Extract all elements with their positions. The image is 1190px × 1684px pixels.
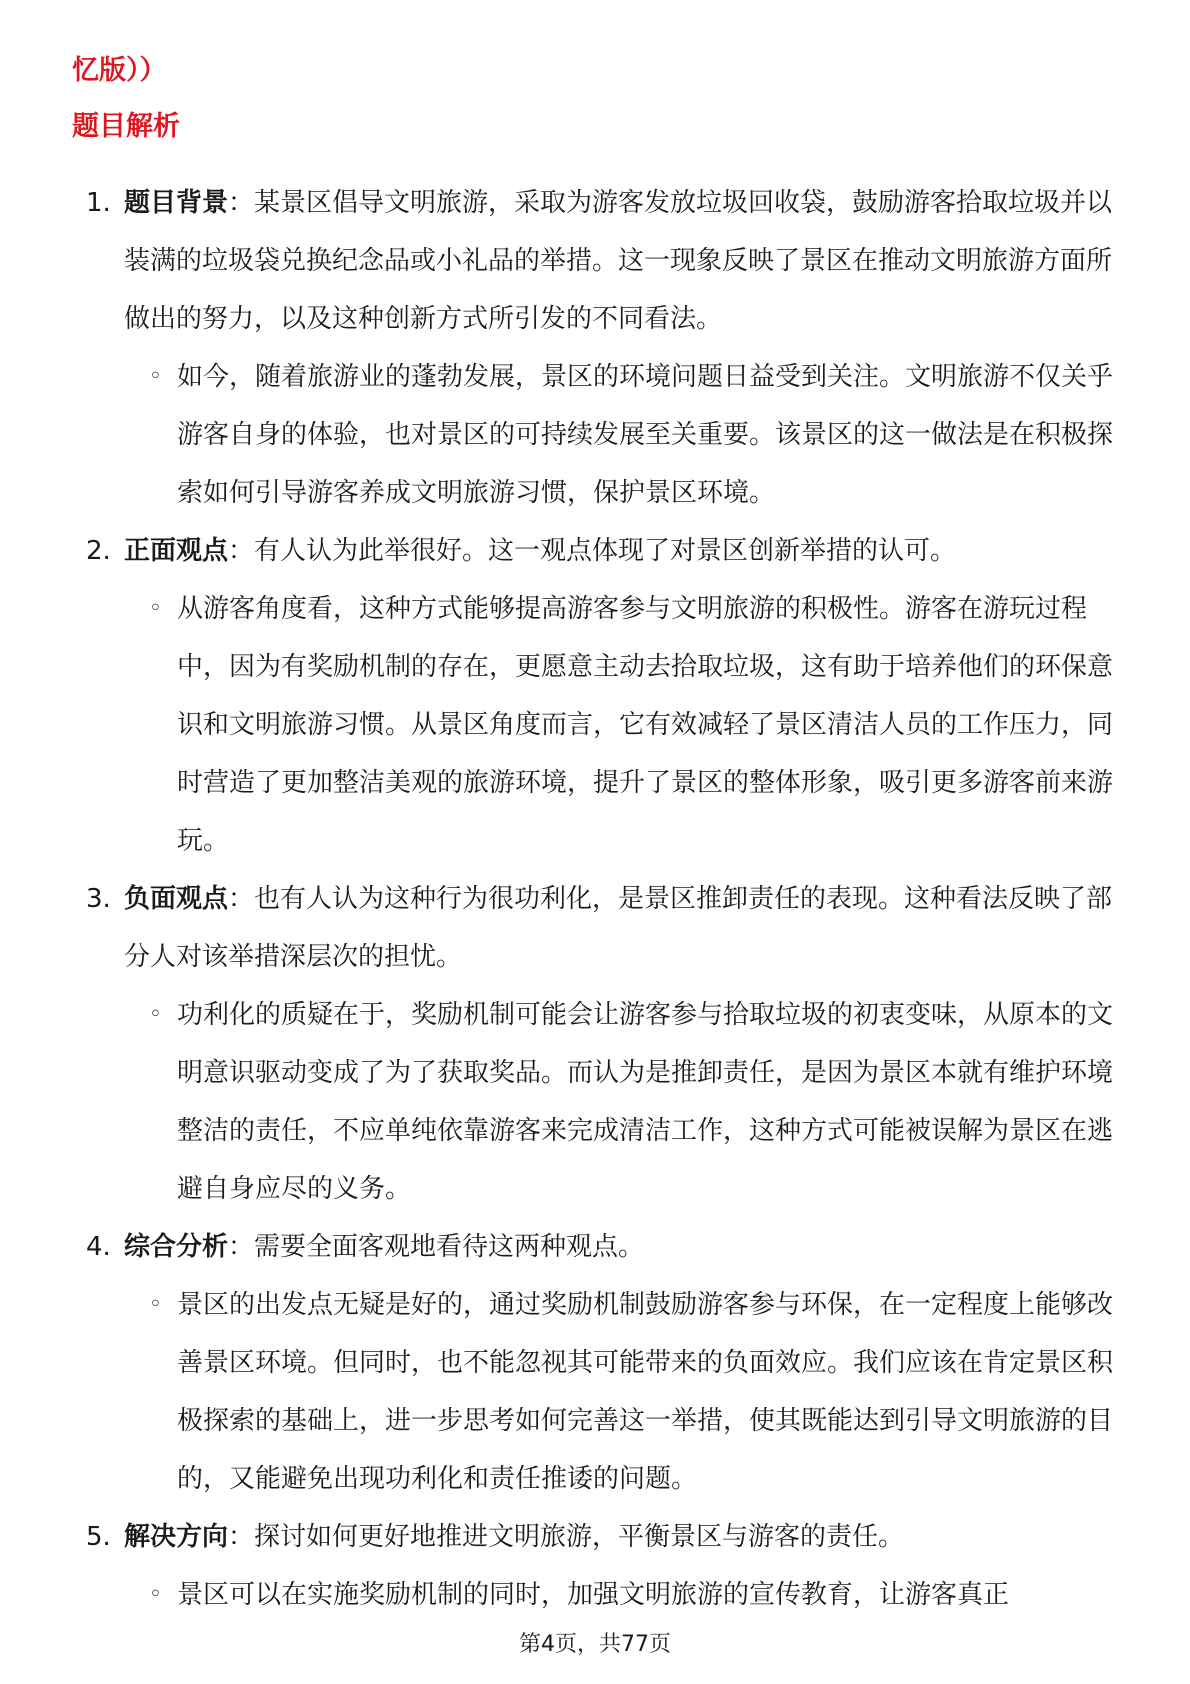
sub-point <box>72 986 1122 1218</box>
item-keyword: 负面观点 <box>124 884 229 914</box>
item-paragraph <box>72 1218 1122 1276</box>
sub-point-text: 如今，随着旅游业的蓬勃发展，景区的环境问题日益受到关注。文明旅游不仅关乎游客自身的体验，也对景区的可持续发展至关重要。该景区的这一做法是在积极探索如何引导游客养成文明旅游习惯，保护景区环境。 <box>177 362 1114 508</box>
bullet-icon: ◦ <box>149 1002 162 1027</box>
list-item-4 <box>72 1218 1122 1508</box>
section-title: 题目解析 <box>72 111 180 142</box>
item-text: 也有人认为这种行为很功利化，是景区推卸责任的表现。这种看法反映了部分人对该举措深层次的担忧。 <box>124 884 1113 972</box>
sub-point <box>72 348 1122 522</box>
item-text: 某景区倡导文明旅游，采取为游客发放垃圾回收袋，鼓励游客拾取垃圾并以装满的垃圾袋兑换纪念品或小礼品的举措。这一现象反映了景区在推动文明旅游方面所做出的努力，以及这种创新方式所引发的不同看法。 <box>124 188 1113 334</box>
sub-point <box>72 580 1122 870</box>
page-footer: 第4页，共77页 <box>519 1632 671 1657</box>
item-separator: ： <box>228 1522 255 1552</box>
item-number: 1. <box>86 188 111 218</box>
sub-point-text: 功利化的质疑在于，奖励机制可能会让游客参与拾取垃圾的初衷变味，从原本的文明意识驱动变成了为了获取奖品。而认为是推卸责任，是因为景区本就有维护环境整洁的责任，不应单纯依靠游客来完成清洁工作，这种方式可能被误解为景区在逃避自身应尽的义务。 <box>177 1000 1114 1204</box>
bullet-icon: ◦ <box>149 364 162 389</box>
item-paragraph <box>72 174 1122 348</box>
item-text: 需要全面客观地看待这两种观点。 <box>254 1232 645 1262</box>
list-item-2 <box>72 522 1122 870</box>
item-separator: ： <box>228 1232 255 1262</box>
bullet-icon: ◦ <box>149 1292 162 1317</box>
item-separator: ： <box>228 188 255 218</box>
list-item-1 <box>72 174 1122 522</box>
list-item-3 <box>72 870 1122 1218</box>
item-keyword: 题目背景 <box>124 188 229 218</box>
sub-point <box>72 1276 1122 1508</box>
bullet-icon: ◦ <box>149 1582 162 1607</box>
item-text: 有人认为此举很好。这一观点体现了对景区创新举措的认可。 <box>254 536 957 566</box>
item-keyword: 正面观点 <box>124 536 229 566</box>
bullet-icon: ◦ <box>149 596 162 621</box>
item-paragraph <box>72 1508 1122 1566</box>
item-paragraph <box>72 870 1122 986</box>
sub-point <box>72 1566 1122 1624</box>
item-keyword: 解决方向 <box>124 1522 229 1552</box>
item-separator: ： <box>228 884 255 914</box>
item-separator: ： <box>228 536 255 566</box>
item-paragraph <box>72 522 1122 580</box>
sub-point-text: 景区可以在实施奖励机制的同时，加强文明旅游的宣传教育，让游客真正 <box>177 1580 1010 1610</box>
item-keyword: 综合分析 <box>124 1232 229 1262</box>
item-number: 2. <box>86 536 111 566</box>
item-number: 4. <box>86 1232 111 1262</box>
list-item-5 <box>72 1508 1122 1624</box>
sub-point-text: 从游客角度看，这种方式能够提高游客参与文明旅游的积极性。游客在游玩过程中，因为有奖励机制的存在，更愿意主动去拾取垃圾，这有助于培养他们的环保意识和文明旅游习惯。从景区角度而言，它有效减轻了景区清洁人员的工作压力，同时营造了更加整洁美观的旅游环境，提升了景区的整体形象，吸引更多游客前来游玩。 <box>177 594 1114 856</box>
item-number: 3. <box>86 884 111 914</box>
item-text: 探讨如何更好地推进文明旅游，平衡景区与游客的责任。 <box>254 1522 905 1552</box>
item-number: 5. <box>86 1522 111 1552</box>
title-continuation: 忆版）） <box>72 55 167 86</box>
analysis-list <box>72 174 1122 1624</box>
sub-point-text: 景区的出发点无疑是好的，通过奖励机制鼓励游客参与环保，在一定程度上能够改善景区环境。但同时，也不能忽视其可能带来的负面效应。我们应该在肯定景区积极探索的基础上，进一步思考如何完善这一举措，使其既能达到引导文明旅游的目的，又能避免出现功利化和责任推诿的问题。 <box>177 1290 1114 1494</box>
